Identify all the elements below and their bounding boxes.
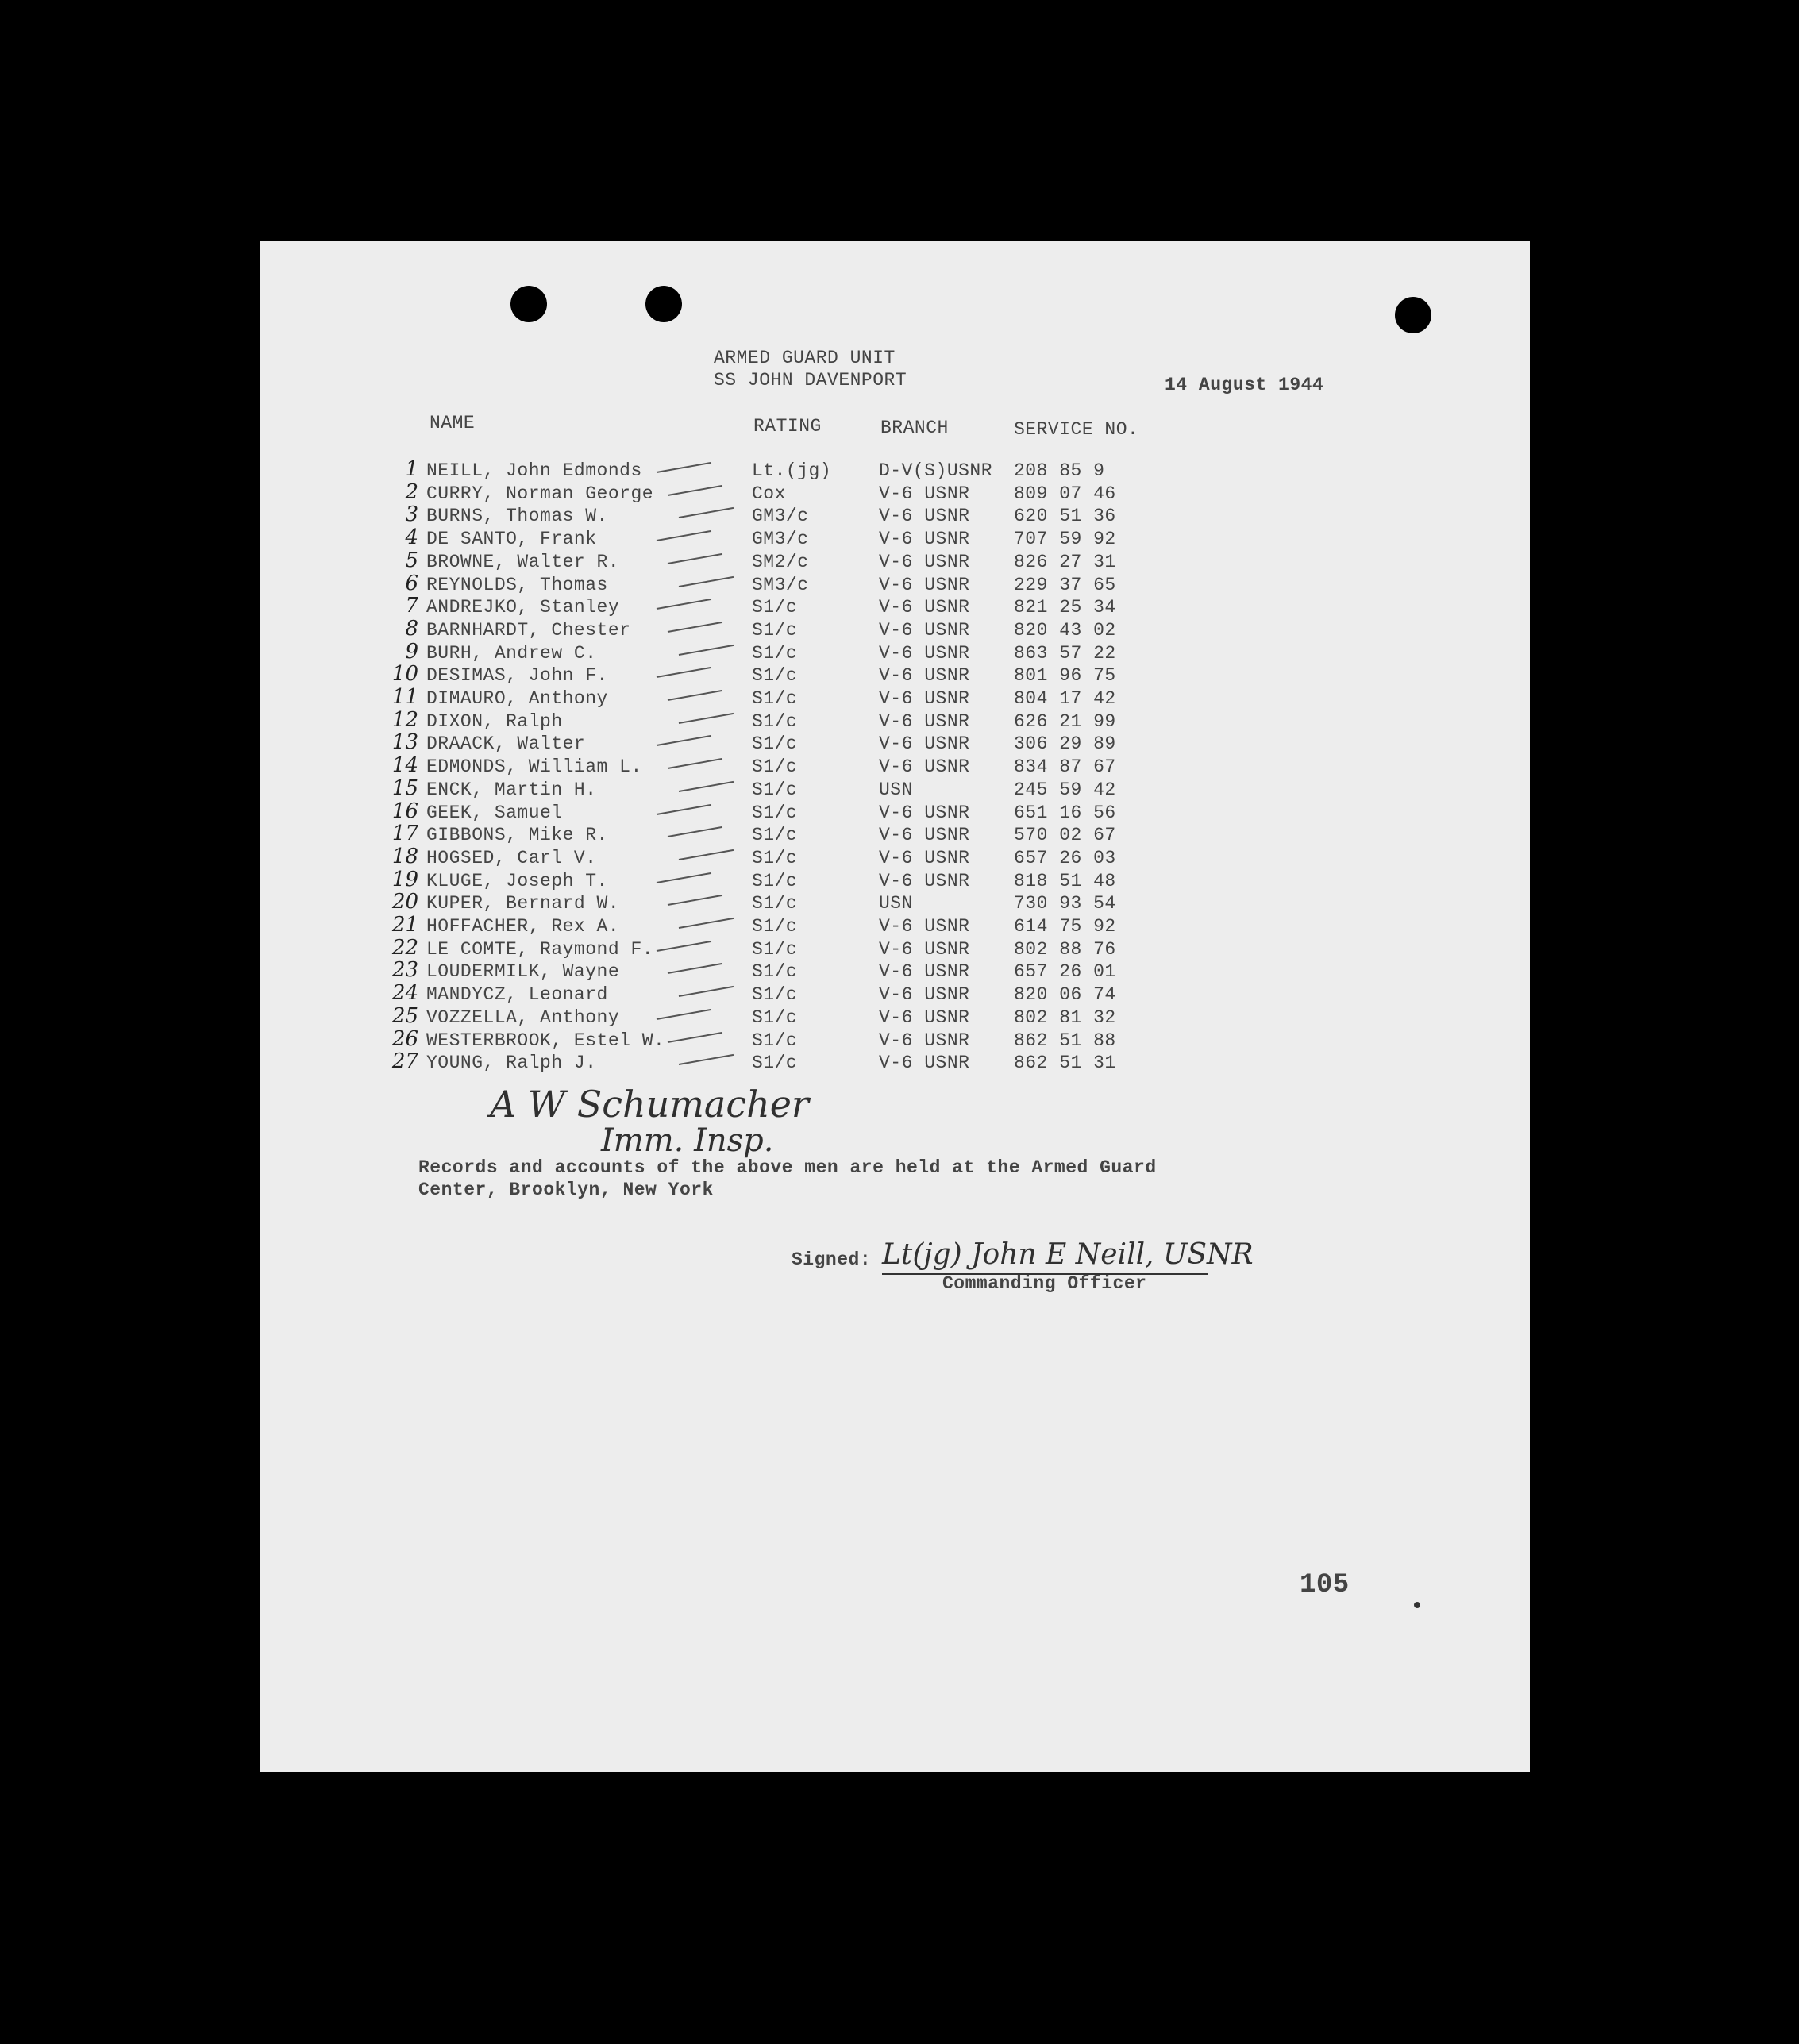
- crew-name: BURNS, Thomas W.: [426, 506, 608, 527]
- row-number-handwritten: 23: [391, 958, 418, 983]
- crew-rating: S1/c: [752, 916, 798, 937]
- crew-branch: V-6 USNR: [879, 688, 970, 709]
- check-mark: [668, 553, 722, 564]
- crew-branch: V-6 USNR: [879, 756, 970, 778]
- crew-name: ANDREJKO, Stanley: [426, 597, 620, 618]
- crew-branch: V-6 USNR: [879, 483, 970, 504]
- crew-branch: V-6 USNR: [879, 506, 970, 527]
- column-header-service-no: SERVICE NO.: [1014, 419, 1139, 440]
- check-mark: [679, 507, 734, 518]
- crew-service-no: 821 25 34: [1014, 597, 1116, 618]
- check-mark: [657, 735, 711, 746]
- crew-rating: S1/c: [752, 756, 798, 778]
- row-number-handwritten: 2: [405, 479, 418, 504]
- check-mark: [679, 986, 734, 997]
- table-row: [260, 1026, 1530, 1053]
- crew-rating: S1/c: [752, 1007, 798, 1028]
- table-row: [260, 867, 1530, 893]
- crew-branch: V-6 USNR: [879, 802, 970, 823]
- table-row: [260, 935, 1530, 961]
- crew-name: LE COMTE, Raymond F.: [426, 938, 654, 960]
- crew-name: WESTERBROOK, Estel W.: [426, 1030, 665, 1051]
- row-number-handwritten: 24: [391, 981, 418, 1006]
- crew-service-no: 620 51 36: [1014, 506, 1116, 527]
- crew-name: DIXON, Ralph: [426, 710, 563, 732]
- crew-rating: S1/c: [752, 688, 798, 709]
- crew-service-no: 820 43 02: [1014, 619, 1116, 641]
- check-mark: [657, 462, 711, 473]
- column-header-branch: BRANCH: [880, 418, 949, 438]
- crew-branch: USN: [879, 779, 913, 800]
- row-number-handwritten: 7: [405, 594, 418, 618]
- crew-rating: Lt.(jg): [752, 460, 832, 481]
- check-mark: [657, 530, 711, 541]
- punch-hole-middle: [645, 286, 682, 322]
- crew-rating: S1/c: [752, 642, 798, 664]
- check-mark: [679, 849, 734, 860]
- row-number-handwritten: 5: [405, 548, 418, 572]
- crew-rating: S1/c: [752, 847, 798, 868]
- check-mark: [679, 781, 734, 792]
- signed-label: Signed:: [792, 1249, 872, 1270]
- document-page: [260, 241, 1530, 1772]
- check-mark: [657, 1009, 711, 1020]
- crew-service-no: 818 51 48: [1014, 870, 1116, 891]
- crew-name: BROWNE, Walter R.: [426, 551, 620, 572]
- crew-name: REYNOLDS, Thomas: [426, 574, 608, 595]
- crew-service-no: 730 93 54: [1014, 893, 1116, 914]
- check-mark: [679, 575, 734, 587]
- page-number: 105: [1300, 1570, 1350, 1600]
- row-number-handwritten: 16: [391, 799, 418, 823]
- row-number-handwritten: 15: [391, 776, 418, 800]
- crew-branch: V-6 USNR: [879, 847, 970, 868]
- row-number-handwritten: 26: [391, 1026, 418, 1051]
- crew-rating: S1/c: [752, 733, 798, 755]
- crew-name: MANDYCZ, Leonard: [426, 984, 608, 1006]
- document-date: 14 August 1944: [1165, 375, 1324, 395]
- commanding-officer-signature: Lt(jg) John E Neill, USNR: [882, 1238, 1254, 1271]
- crew-rating: S1/c: [752, 802, 798, 823]
- row-number-handwritten: 19: [391, 867, 418, 891]
- table-row: [260, 958, 1530, 984]
- inspector-title: Imm. Insp.: [601, 1122, 774, 1159]
- signer-title: Commanding Officer: [942, 1273, 1147, 1294]
- check-mark: [668, 690, 722, 701]
- check-mark: [679, 713, 734, 724]
- crew-branch: V-6 USNR: [879, 710, 970, 732]
- table-row: [260, 457, 1530, 483]
- check-mark: [657, 599, 711, 610]
- crew-branch: V-6 USNR: [879, 597, 970, 618]
- crew-branch: V-6 USNR: [879, 733, 970, 755]
- crew-name: KUPER, Bernard W.: [426, 893, 620, 914]
- crew-service-no: 657 26 03: [1014, 847, 1116, 868]
- records-note-line-1: Records and accounts of the above men are held at the Armed Guard: [418, 1157, 1157, 1178]
- crew-name: NEILL, John Edmonds: [426, 460, 642, 481]
- table-row: [260, 844, 1530, 870]
- row-number-handwritten: 20: [391, 890, 418, 914]
- crew-service-no: 614 75 92: [1014, 916, 1116, 937]
- table-row: [260, 913, 1530, 938]
- crew-service-no: 804 17 42: [1014, 688, 1116, 709]
- crew-name: CURRY, Norman George: [426, 483, 654, 504]
- crew-service-no: 306 29 89: [1014, 733, 1116, 755]
- crew-service-no: 809 07 46: [1014, 483, 1116, 504]
- crew-service-no: 862 51 31: [1014, 1053, 1116, 1074]
- row-number-handwritten: 18: [391, 844, 418, 868]
- table-row: [260, 753, 1530, 779]
- check-mark: [668, 758, 722, 769]
- crew-branch: V-6 USNR: [879, 961, 970, 983]
- crew-branch: V-6 USNR: [879, 984, 970, 1006]
- check-mark: [668, 826, 722, 837]
- crew-branch: V-6 USNR: [879, 551, 970, 572]
- crew-branch: V-6 USNR: [879, 574, 970, 595]
- check-mark: [668, 1031, 722, 1042]
- check-mark: [668, 622, 722, 633]
- punch-hole-right: [1395, 297, 1431, 333]
- crew-branch: V-6 USNR: [879, 825, 970, 846]
- crew-name: KLUGE, Joseph T.: [426, 870, 608, 891]
- punch-hole-left: [510, 286, 547, 322]
- crew-name: DIMAURO, Anthony: [426, 688, 608, 709]
- records-note-line-2: Center, Brooklyn, New York: [418, 1180, 714, 1200]
- page-dot: [1414, 1602, 1420, 1608]
- crew-rating: GM3/c: [752, 506, 809, 527]
- crew-name: VOZZELLA, Anthony: [426, 1007, 620, 1028]
- crew-rating: S1/c: [752, 961, 798, 983]
- check-mark: [668, 895, 722, 906]
- crew-name: BARNHARDT, Chester: [426, 619, 631, 641]
- check-mark: [657, 941, 711, 952]
- table-row: [260, 662, 1530, 687]
- column-header-rating: RATING: [753, 416, 822, 437]
- table-row: [260, 571, 1530, 597]
- row-number-handwritten: 21: [391, 913, 418, 937]
- crew-service-no: 863 57 22: [1014, 642, 1116, 664]
- crew-rating: S1/c: [752, 710, 798, 732]
- check-mark: [657, 803, 711, 814]
- crew-rating: S1/c: [752, 893, 798, 914]
- crew-service-no: 820 06 74: [1014, 984, 1116, 1006]
- crew-rating: S1/c: [752, 665, 798, 687]
- crew-service-no: 834 87 67: [1014, 756, 1116, 778]
- row-number-handwritten: 4: [405, 525, 418, 550]
- table-row: [260, 639, 1530, 665]
- check-mark: [657, 872, 711, 883]
- table-row: [260, 776, 1530, 802]
- row-number-handwritten: 25: [391, 1003, 418, 1028]
- crew-rating: S1/c: [752, 779, 798, 800]
- crew-service-no: 245 59 42: [1014, 779, 1116, 800]
- crew-rating: S1/c: [752, 938, 798, 960]
- crew-rating: S1/c: [752, 619, 798, 641]
- check-mark: [668, 485, 722, 496]
- crew-service-no: 229 37 65: [1014, 574, 1116, 595]
- crew-branch: V-6 USNR: [879, 938, 970, 960]
- crew-name: GIBBONS, Mike R.: [426, 825, 608, 846]
- crew-service-no: 657 26 01: [1014, 961, 1116, 983]
- crew-branch: V-6 USNR: [879, 665, 970, 687]
- crew-name: DESIMAS, John F.: [426, 665, 608, 687]
- table-row: [260, 1003, 1530, 1030]
- crew-name: HOGSED, Carl V.: [426, 847, 597, 868]
- crew-rating: GM3/c: [752, 529, 809, 550]
- crew-rating: SM2/c: [752, 551, 809, 572]
- unit-heading: ARMED GUARD UNIT: [714, 348, 896, 368]
- row-number-handwritten: 13: [391, 730, 418, 755]
- check-mark: [679, 918, 734, 929]
- crew-name: ENCK, Martin H.: [426, 779, 597, 800]
- crew-branch: V-6 USNR: [879, 642, 970, 664]
- table-row: [260, 616, 1530, 642]
- table-row: [260, 707, 1530, 733]
- table-row: [260, 479, 1530, 506]
- table-row: [260, 525, 1530, 551]
- crew-service-no: 208 85 9: [1014, 460, 1105, 481]
- crew-rating: S1/c: [752, 1053, 798, 1074]
- crew-branch: V-6 USNR: [879, 1007, 970, 1028]
- crew-name: EDMONDS, William L.: [426, 756, 642, 778]
- crew-name: DE SANTO, Frank: [426, 529, 597, 550]
- crew-name: HOFFACHER, Rex A.: [426, 916, 620, 937]
- crew-rating: Cox: [752, 483, 786, 504]
- row-number-handwritten: 8: [405, 616, 418, 641]
- crew-service-no: 802 88 76: [1014, 938, 1116, 960]
- row-number-handwritten: 27: [391, 1049, 418, 1074]
- crew-name: LOUDERMILK, Wayne: [426, 961, 620, 983]
- crew-name: GEEK, Samuel: [426, 802, 563, 823]
- crew-rating: S1/c: [752, 984, 798, 1006]
- crew-service-no: 651 16 56: [1014, 802, 1116, 823]
- crew-rating: S1/c: [752, 597, 798, 618]
- crew-branch: V-6 USNR: [879, 529, 970, 550]
- crew-rating: SM3/c: [752, 574, 809, 595]
- crew-name: BURH, Andrew C.: [426, 642, 597, 664]
- inspector-signature: A W Schumacher: [490, 1083, 809, 1126]
- ship-heading: SS JOHN DAVENPORT: [714, 370, 907, 391]
- crew-branch: V-6 USNR: [879, 1030, 970, 1051]
- crew-service-no: 801 96 75: [1014, 665, 1116, 687]
- row-number-handwritten: 12: [391, 707, 418, 732]
- crew-service-no: 570 02 67: [1014, 825, 1116, 846]
- crew-rating: S1/c: [752, 825, 798, 846]
- crew-branch: USN: [879, 893, 913, 914]
- crew-rating: S1/c: [752, 1030, 798, 1051]
- crew-service-no: 862 51 88: [1014, 1030, 1116, 1051]
- table-row: [260, 981, 1530, 1007]
- row-number-handwritten: 3: [405, 502, 418, 527]
- crew-branch: V-6 USNR: [879, 870, 970, 891]
- crew-branch: V-6 USNR: [879, 916, 970, 937]
- crew-branch: V-6 USNR: [879, 1053, 970, 1074]
- column-header-name: NAME: [430, 413, 476, 433]
- crew-name: YOUNG, Ralph J.: [426, 1053, 597, 1074]
- crew-branch: V-6 USNR: [879, 619, 970, 641]
- check-mark: [668, 963, 722, 974]
- table-row: [260, 799, 1530, 825]
- check-mark: [657, 667, 711, 678]
- row-number-handwritten: 17: [391, 822, 418, 846]
- table-row: [260, 890, 1530, 915]
- table-row: [260, 730, 1530, 756]
- table-row: [260, 502, 1530, 528]
- row-number-handwritten: 22: [391, 935, 418, 960]
- row-number-handwritten: 9: [405, 639, 418, 664]
- row-number-handwritten: 11: [391, 685, 418, 709]
- crew-service-no: 826 27 31: [1014, 551, 1116, 572]
- row-number-handwritten: 6: [405, 571, 418, 595]
- crew-name: DRAACK, Walter: [426, 733, 586, 755]
- check-mark: [679, 644, 734, 655]
- row-number-handwritten: 1: [405, 457, 418, 481]
- crew-service-no: 707 59 92: [1014, 529, 1116, 550]
- row-number-handwritten: 14: [391, 753, 418, 778]
- crew-rating: S1/c: [752, 870, 798, 891]
- crew-branch: D-V(S)USNR: [879, 460, 993, 481]
- table-row: [260, 1049, 1530, 1075]
- crew-service-no: 626 21 99: [1014, 710, 1116, 732]
- table-row: [260, 822, 1530, 847]
- table-row: [260, 594, 1530, 619]
- crew-service-no: 802 81 32: [1014, 1007, 1116, 1028]
- row-number-handwritten: 10: [391, 662, 418, 687]
- table-row: [260, 685, 1530, 710]
- check-mark: [679, 1054, 734, 1065]
- table-row: [260, 548, 1530, 574]
